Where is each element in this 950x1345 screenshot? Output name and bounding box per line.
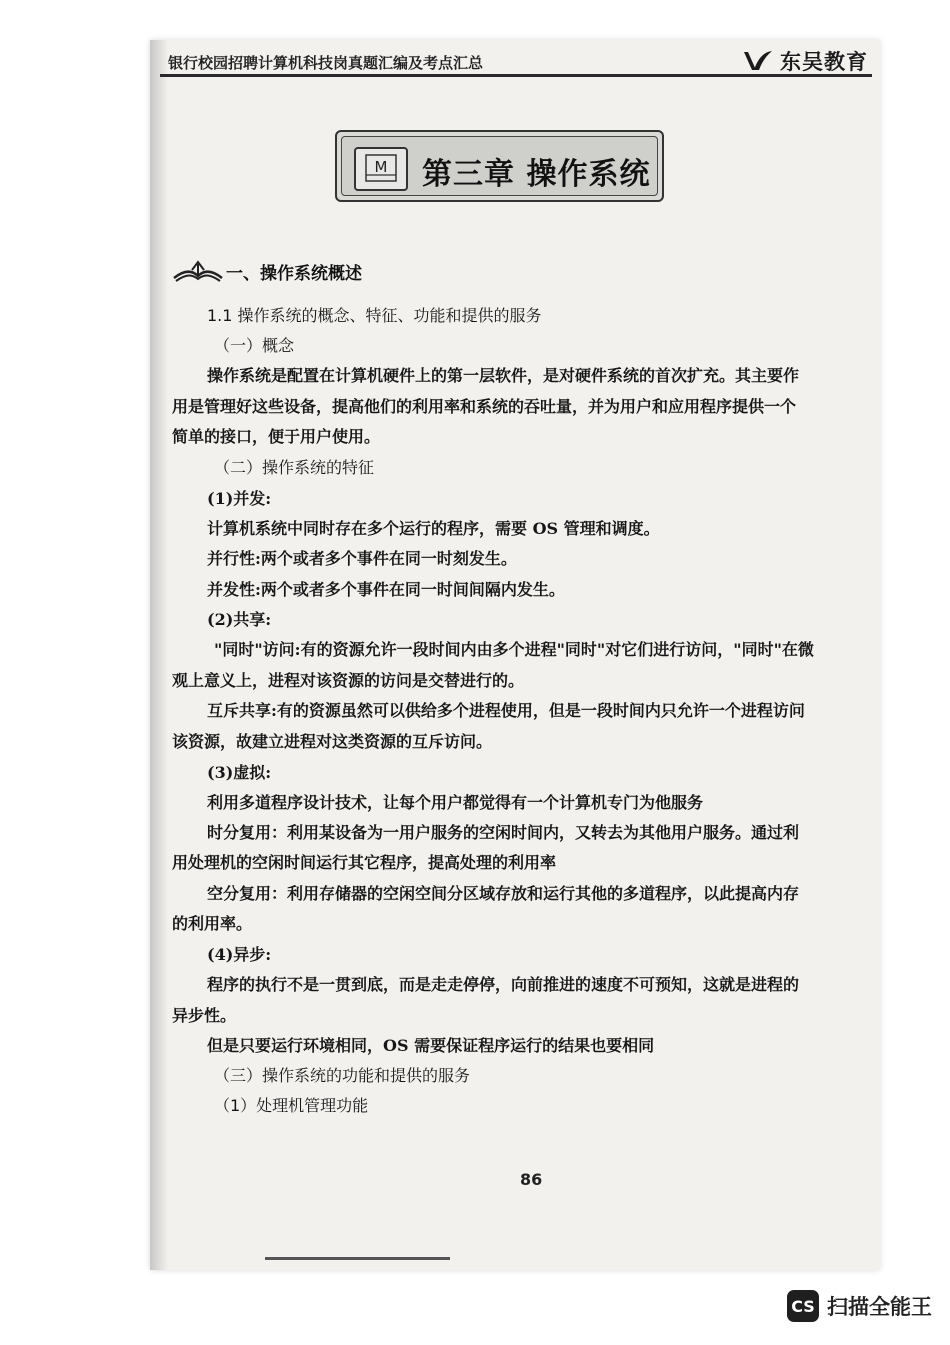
page-number: 86 [520, 1170, 543, 1189]
scanner-watermark [787, 1290, 932, 1322]
item-heading: (1)并发: [207, 489, 272, 508]
body-line: 用处理机的空闲时间运行其它程序，提高处理的利用率 [172, 853, 557, 872]
body-line: 观上意义上，进程对该资源的访问是交替进行的。 [172, 671, 525, 690]
body-line: 互斥共享:有的资源虽然可以供给多个进程使用，但是一段时间内只允许一个进程访问 [207, 701, 805, 720]
page-header [160, 44, 872, 77]
body-line: 操作系统是配置在计算机硬件上的第一层软件，是对硬件系统的首次扩充。其主要作 [207, 366, 800, 385]
chapter-banner [335, 130, 664, 202]
chapter-title: 第三章 操作系统 [422, 157, 651, 192]
body-line: "同时"访问:有的资源允许一段时间内由多个进程"同时"对它们进行访问，"同时"在微 [214, 640, 814, 659]
body-line: 简单的接口，便于用户使用。 [172, 427, 381, 446]
subheading-concept: （一）概念 [214, 336, 295, 355]
body-line: 时分复用：利用某设备为一用户服务的空闲时间内，又转去为其他用户服务。通过利 [207, 823, 800, 842]
body-line: 该资源，故建立进程对这类资源的互斥访问。 [172, 732, 493, 751]
subsection-title: 1.1 操作系统的概念、特征、功能和提供的服务 [207, 306, 542, 325]
body-line: 用是管理好这些设备，提高他们的利用率和系统的吞吐量，并为用户和应用程序提供一个 [172, 397, 797, 416]
subheading-features: （二）操作系统的特征 [214, 458, 375, 477]
scanner-watermark-text: 扫描全能王 [827, 1295, 932, 1319]
body-line: 空分复用：利用存储器的空闲空间分区域存放和运行其他的多道程序，以此提高内存 [207, 884, 800, 903]
item-heading: (3)虚拟: [207, 763, 272, 782]
body-line: 并发性:两个或者多个事件在同一时间间隔内发生。 [207, 580, 565, 599]
section-heading [172, 258, 362, 284]
body-line: 程序的执行不是一贯到底，而是走走停停，向前推进的速度不可预知，这就是进程的 [207, 975, 800, 994]
body-line: 的利用率。 [172, 914, 253, 933]
body-line: 利用多道程序设计技术，让每个用户都觉得有一个计算机专门为他服务 [207, 793, 704, 812]
header-brand [742, 46, 868, 76]
subheading-cpu-management: （1）处理机管理功能 [214, 1096, 369, 1115]
chapter-icon-letter: M [374, 158, 388, 176]
open-book-icon [172, 258, 224, 284]
subheading-functions: （三）操作系统的功能和提供的服务 [214, 1066, 471, 1085]
body-line: 但是只要运行环境相同，OS 需要保证程序运行的结果也要相同 [207, 1036, 655, 1055]
section-heading-text: 一、操作系统概述 [226, 263, 362, 284]
brand-logo-icon [742, 48, 774, 74]
body-line: 异步性。 [172, 1006, 237, 1025]
page-binding-shadow [150, 40, 168, 1270]
item-heading: (4)异步: [207, 945, 272, 964]
chapter-banner-inner [341, 136, 658, 196]
body-line: 计算机系统中同时存在多个运行的程序，需要 OS 管理和调度。 [207, 519, 660, 538]
book-m-icon [354, 147, 408, 191]
brand-name: 东吴教育 [780, 50, 868, 74]
scanner-logo-icon: CS [787, 1290, 819, 1322]
item-heading: (2)共享: [207, 610, 272, 629]
body-line: 并行性:两个或者多个事件在同一时刻发生。 [207, 549, 517, 568]
bottom-rule [265, 1257, 450, 1260]
header-title: 银行校园招聘计算机科技岗真题汇编及考点汇总 [168, 54, 484, 72]
